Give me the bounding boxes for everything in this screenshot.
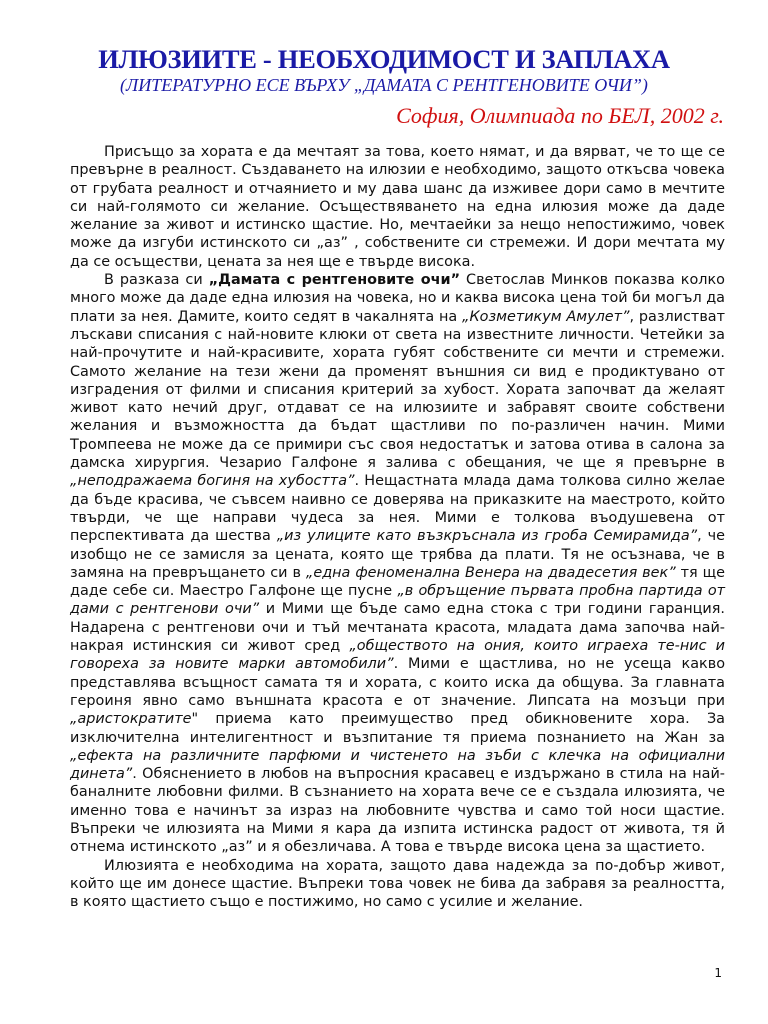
text-run: Илюзията е необходима на хората, защото дава надежда за по-добър живот, който ще им донесе щастие. Въпреки това човек не бива да забравя за реалността, в която щастието също е постижимо, но само с усилие и желание. (70, 857, 725, 911)
paragraph (70, 857, 725, 912)
italic-quote: „една феноменална Венера на двадесетия век” (305, 564, 676, 581)
text-run: В разказа си (104, 272, 209, 289)
bold-run: „Дамата с рентгеновите очи” (208, 272, 461, 289)
italic-quote: „обществото на ония, които играеха те-нис и говореха за новите марки автомобили” (70, 638, 726, 673)
essay-body (70, 143, 725, 911)
essay-subtitle: (ЛИТЕРАТУРНО ЕСЕ ВЪРХУ „ДАМАТА С РЕНТГЕНОВИТЕ ОЧИ”) (120, 75, 648, 95)
italic-quote: „неподражаема богиня на хубостта” (70, 473, 355, 490)
text-run: . Обяснението в любов на въпросния красавец е издържано в стила на най-баналните любовни филми. В съзнанието на хората вече се е създала илюзията, че именно това е начинът за израз на любовните чувства и само той носи щастие. Въпреки че илюзията на Мими я кара да изпита истинска радост от живота, тя й отнема истинското „аз” и я обезличава. А това е твърде висока цена за щастието. (70, 766, 725, 856)
text-run: тя ще даде себе си. Маестро Галфоне ще пусне (70, 564, 725, 600)
paragraph (70, 271, 725, 857)
page-number: 1 (714, 966, 722, 980)
text-run: Светослав Минков показва колко много може да даде една илюзия на човека, но и каква висока цена той би могъл да плати за нея. Дамите, които седят в чакалнята на (70, 272, 725, 325)
paragraph (70, 143, 725, 271)
italic-quote: „ефекта на различните парфюми и чистенето на зъби с клечка на официални динета” (70, 747, 725, 783)
essay-place-date: София, Олимпиада по БЕЛ, 2002 г. (396, 103, 724, 128)
italic-quote: „аристократите (70, 711, 192, 728)
text-run: " приема като преимущество пред обикновените хора. За изключителна интелигентност и възпитание тя приема познанието на Жан за (70, 711, 725, 746)
text-run: . Мими е щастлива, но не усеща какво представлява всъщност самата тя и хората, с които иска да общува. За главната героиня явно само външната красота е от значение. Липсата на мозъци при (70, 656, 726, 709)
essay-title: ИЛЮЗИИТЕ - НЕОБХОДИМОСТ И ЗАПЛАХА (98, 44, 670, 74)
italic-quote: „Козметикум Амулет” (461, 308, 630, 325)
text-run: , че изобщо не се замисля за цената, която ще трябва да плати. Тя не осъзнава, че в замяна на превръщането си в (70, 528, 725, 581)
text-run: и Мими ще бъде само една стока с три години гаранция. Надарена с рентгенови очи и тъй мечтаната красота, младата дама започва най-накрая истинския си живот сред (70, 601, 726, 655)
text-run: , разлистват лъскави списания с най-новите клюки от света на известните личности. Четейки за най-прочутите и най-красивите, хората губят собствените си мечти и стремежи. Самото желание на тези жени да променят външния си вид е продиктувано от изградения от филми и списания критерий за хубост. Хората започват да желаят живот като нечий друг, отдават се на илюзиите и забравят своите собствени желания и възможността да бъдат щастливи по по-различен начин. Мими Тромпеева не може да се примири със своя недостатък и затова отива в салона за дамска хирургия. Чезарио Галфоне я залива с обещания, че ще я превърне в (70, 308, 725, 472)
text-run: Присъщо за хората е да мечтаят за това, което нямат, и да вярват, че то ще се превърне в реалност. Създаването на илюзии е необходимо, защото откъсва човека от грубата реалност и отчаянието и му дава шанс да изживее дори само в мечтите си най-голямото си желание. Осъществяването на една илюзия може да даде желание за живот и истинско щастие. Но, мечтаейки за нещо непостижимо, човек може да изгуби истинското си „аз” , собствените си стремежи. И дори мечтата му да се осъществи, цената за нея ще е твърде висока. (70, 144, 725, 270)
italic-quote: „в обръщение първата пробна партида от дами с рентгенови очи” (70, 583, 725, 618)
text-run: . Нещастната млада дама толкова силно желае да бъде красива, че съвсем наивно се доверява на приказките на маестрото, който твърди, че ще направи чудеса за нея. Мими е толкова въодушевена от перспективата да шества (70, 473, 725, 545)
italic-quote: „из улиците като възкръснала из гроба Семирамида” (276, 528, 698, 545)
